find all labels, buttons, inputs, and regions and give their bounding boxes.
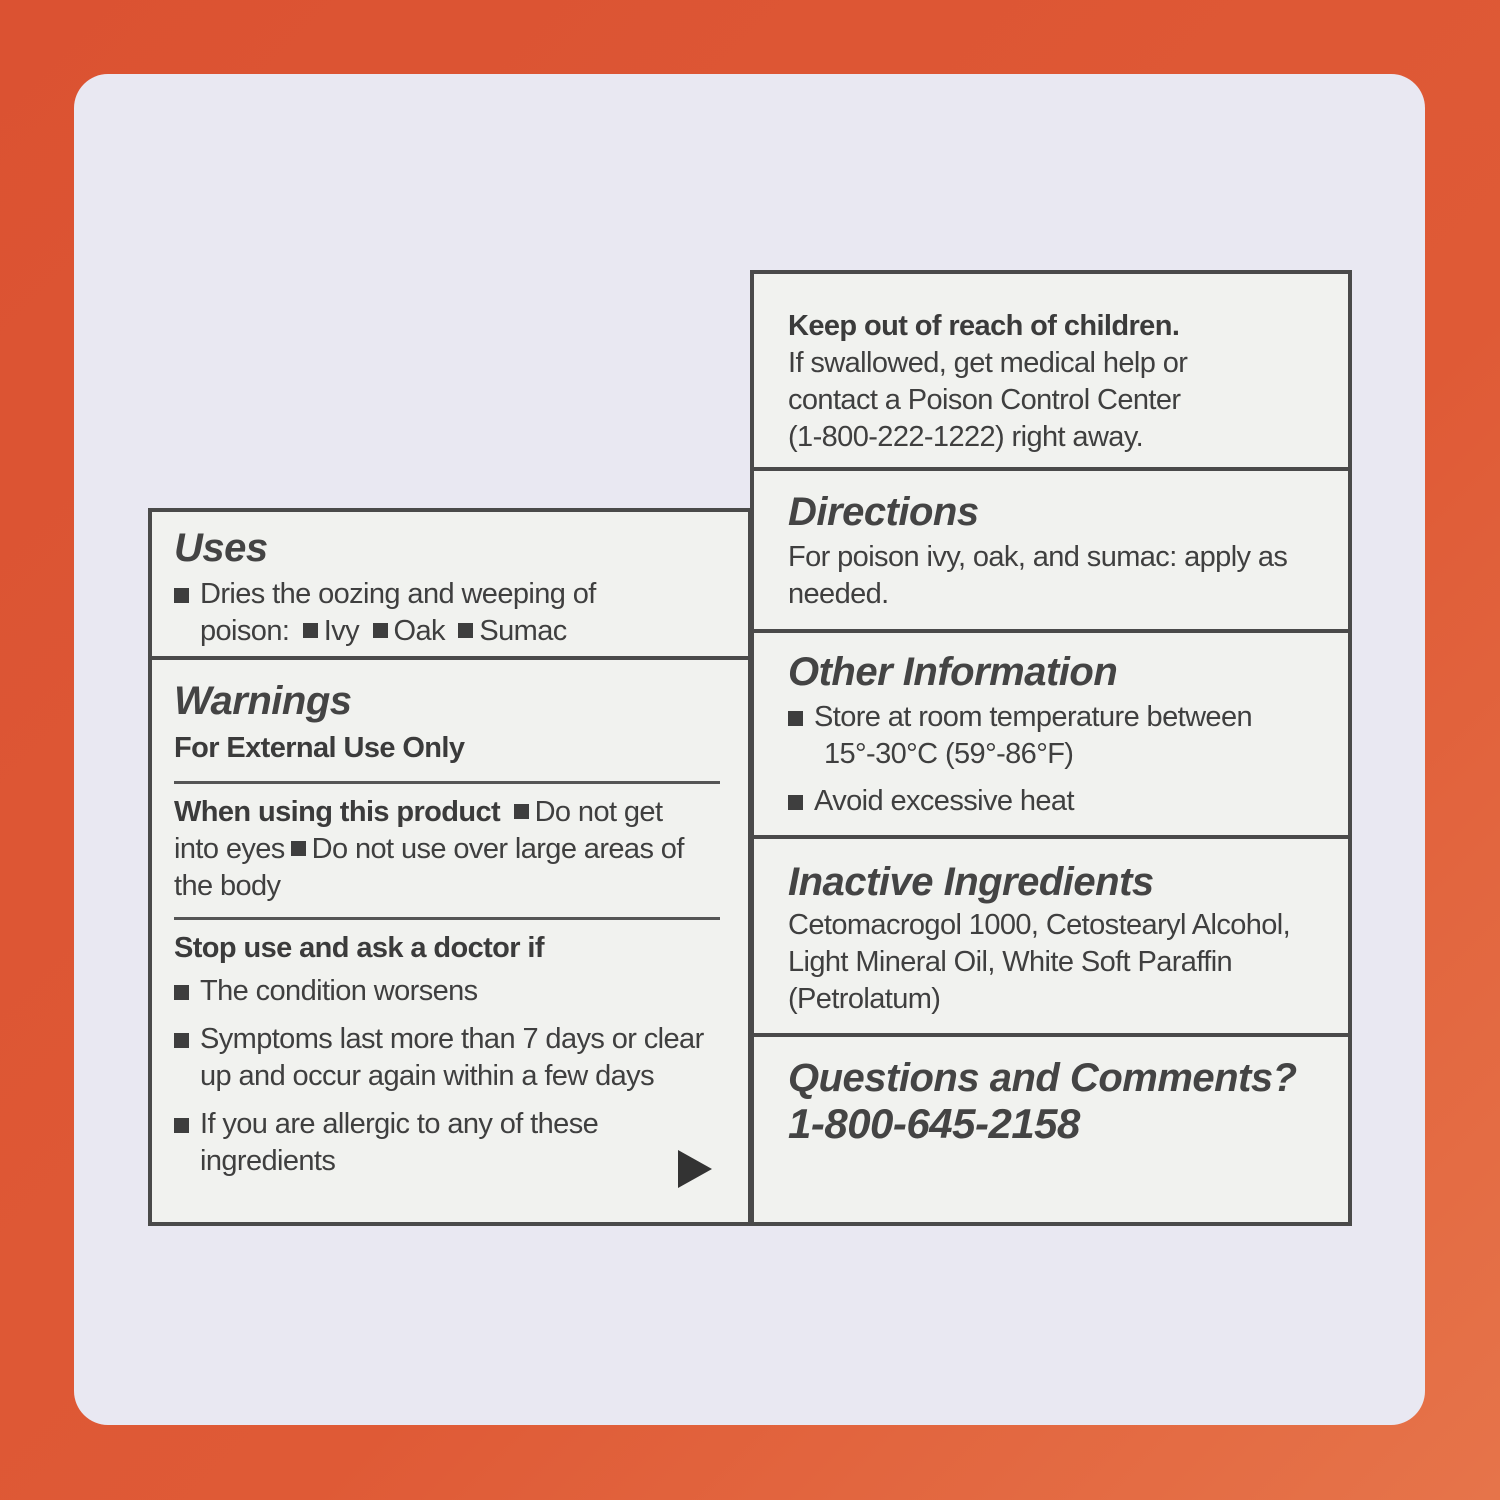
list-item: The condition worsens bbox=[174, 973, 720, 1010]
questions-phone: 1-800-645-2158 bbox=[788, 1100, 1080, 1147]
warnings-subtitle: For External Use Only bbox=[174, 732, 465, 764]
questions-title: Questions and Comments? bbox=[788, 1056, 1297, 1100]
uses-line1: Dries the oozing and weeping of bbox=[200, 578, 596, 610]
inactive-ingredients-panel: Inactive Ingredients Cetomacrogol 1000, Cetostearyl Alcohol, Light Mineral Oil, White Soft Paraffin (Petrolatum) bbox=[750, 835, 1352, 1037]
uses-title: Uses bbox=[174, 526, 268, 570]
square-bullet-icon bbox=[174, 1118, 189, 1133]
square-bullet-icon bbox=[174, 588, 189, 603]
uses-line2-prefix: poison: bbox=[200, 615, 290, 647]
when-using-item2-cont: the body bbox=[174, 870, 281, 902]
square-bullet-icon bbox=[174, 985, 189, 1000]
divider bbox=[174, 781, 720, 784]
inactive-title: Inactive Ingredients bbox=[788, 860, 1154, 904]
when-using-item1-cont: into eyes bbox=[174, 833, 285, 865]
directions-panel: Directions For poison ivy, oak, and sumac: apply as needed. bbox=[750, 467, 1352, 633]
play-arrow-icon bbox=[678, 1150, 712, 1188]
square-bullet-icon bbox=[788, 711, 803, 726]
list-item: Avoid excessive heat bbox=[788, 783, 1348, 820]
square-bullet-icon bbox=[458, 623, 473, 638]
when-using-item1: Do not get bbox=[534, 796, 663, 828]
uses-panel bbox=[148, 508, 752, 660]
uses-item-sumac: Sumac bbox=[479, 615, 567, 647]
warnings-panel bbox=[148, 656, 752, 1226]
when-using-block bbox=[174, 794, 720, 905]
divider bbox=[174, 917, 720, 920]
list-item: If you are allergic to any of these ingredients bbox=[174, 1106, 720, 1180]
other-info-title: Other Information bbox=[788, 650, 1118, 694]
square-bullet-icon bbox=[291, 841, 306, 856]
when-using-lead: When using this product bbox=[174, 796, 501, 828]
keep-out-panel: Keep out of reach of children. If swallowed, get medical help or contact a Poison Control Center (1-800-222-1222) right away. bbox=[750, 270, 1352, 471]
uses-item-ivy: Ivy bbox=[323, 615, 360, 647]
square-bullet-icon bbox=[303, 623, 318, 638]
list-item: Symptoms last more than 7 days or clear up and occur again within a few days bbox=[174, 1021, 720, 1095]
keep-out-heading: Keep out of reach of children. bbox=[788, 310, 1180, 342]
stop-use-heading: Stop use and ask a doctor if bbox=[174, 932, 544, 964]
square-bullet-icon bbox=[174, 1033, 189, 1048]
warnings-title: Warnings bbox=[174, 679, 352, 723]
list-item: Store at room temperature between 15°-30°C (59°-86°F) bbox=[788, 699, 1348, 773]
square-bullet-icon bbox=[514, 804, 529, 819]
square-bullet-icon bbox=[373, 623, 388, 638]
when-using-item2: Do not use over large areas of bbox=[311, 833, 684, 865]
questions-panel bbox=[750, 1033, 1352, 1226]
square-bullet-icon bbox=[788, 795, 803, 810]
other-info-panel bbox=[750, 629, 1352, 839]
uses-item-oak: Oak bbox=[393, 615, 445, 647]
directions-title: Directions bbox=[788, 490, 979, 534]
